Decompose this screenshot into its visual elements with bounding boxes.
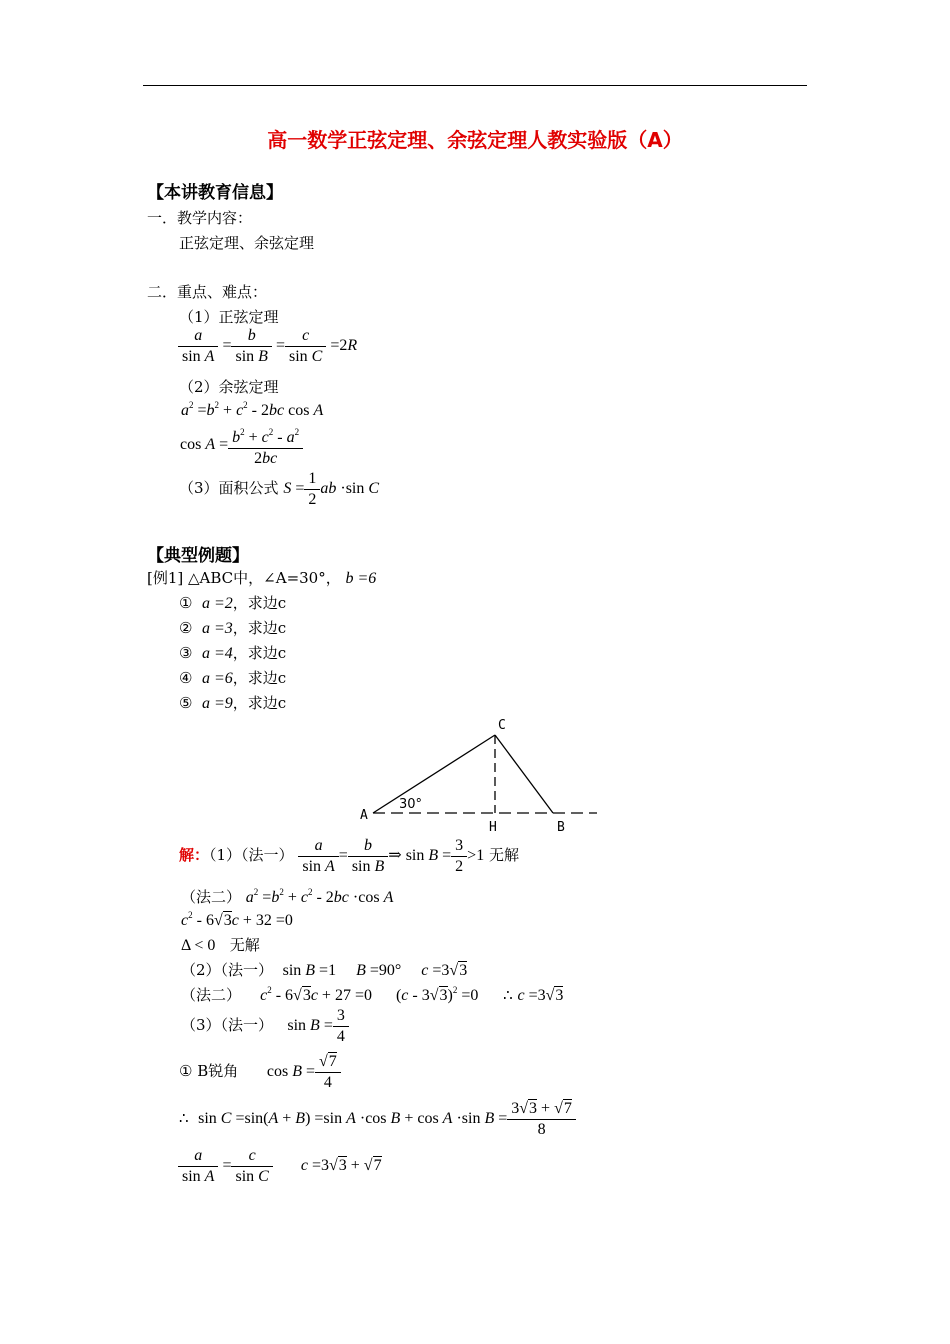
page-title: 高一数学正弦定理、余弦定理人教实验版（A） [267,128,683,152]
section-info-heading: 【本讲教育信息】 [147,183,283,203]
case-number: ④ [179,669,193,687]
case-item [179,667,286,688]
case-number: ⑤ [179,694,193,712]
case-question: ，求边c [232,594,287,612]
key-heading: 二．重点、难点： [147,283,268,301]
area-formula-label: （3）面积公式 [179,479,279,498]
part1-label: （1）（法一） [209,846,294,865]
case-number: ① [179,594,193,612]
case-expr: a =6 [202,670,233,687]
no-solution-text-2: 无解 [229,936,260,954]
triangle-diagram [355,712,605,837]
case-item [179,692,286,713]
case-question: ，求边c [232,669,287,687]
case-item [179,642,286,663]
foot-h-label: H [489,820,497,835]
final-line: $\frac{a}{\text{sin A}}$ = $\frac{c}{\text{sin C}}$ c =3√3 + √7 [178,1146,382,1187]
solution-part3: （3）（法一） sin B = $\frac{3}{4}$ [181,1006,349,1047]
case-question: ，求边c [232,694,287,712]
part3-label: （3）（法一） [181,1016,274,1035]
case-item [179,617,286,638]
content-heading: 一．教学内容： [147,209,253,227]
vertex-b-label: B [557,820,565,835]
side-cb [495,735,553,813]
cosine-law-label: （2）余弦定理 [179,378,279,396]
part2-method2: （法二） $c^2 - 6√3c + 27 =0$ (c - 3√3)$^2$ =0 ∴ c =3√3 [181,985,564,1004]
case-number: ② [179,619,193,637]
method2-line: （法二） $a^2 =b^2 + c^2 - 2bc \cdot\cos$ A [181,887,394,906]
example-b-value: b =6 [345,570,377,587]
case-expr: a =2 [202,595,233,612]
solution-part1: 解：（1）（法一） $\frac{a}{\text{sin A}}$ = $\frac{b}{\text{sin B}}$ ⇒ sin B = $\frac{3}{2}$ >1 无解 [179,837,519,875]
delta-text: Δ < 0 [181,937,216,954]
case-question: ，求边c [232,644,287,662]
case-expr: a =9 [202,695,233,712]
method2-label: （法二） [181,888,242,906]
case-expr: a =4 [202,645,233,662]
angle-label: 30° [399,797,423,812]
acute-b-line: ① B锐角 cos B = $\frac{√7}{4}$ [179,1052,341,1093]
therefore-symbol: ∴ [503,986,513,1004]
cosine-a-formula: cos A = $\frac{b^2 + c^2 - a^2}{2bc}$ [180,422,303,469]
top-rule [143,85,807,86]
case-number: ③ [179,644,193,662]
case-item [179,592,286,613]
example-intro-text: [例1] △ABC中，∠A=30°， [147,569,341,587]
therefore-symbol-2: ∴ [179,1109,189,1128]
example-1-intro [147,567,376,588]
sin-c-line: ∴ sin C =sin(A + B) =sin A ·cos B + cos A ·sin B = $\frac{3√3 + √7}{8}$ [179,1099,576,1140]
no-solution-text: 无解 [488,846,519,865]
case-expr: a =3 [202,620,233,637]
quadratic-1: $c^2 - 6√3c + 32 =0$ [181,910,293,929]
vertex-a-label: A [360,808,368,823]
sine-law-label: （1）正弦定理 [179,308,279,326]
delta-line [181,934,260,955]
sine-law-formula: $\frac{a}{\text{sin A}}$ = $\frac{b}{\text{sin B}}$ = $\frac{c}{\text{sin C}}$ =2R [178,326,357,367]
method2-label-2: （法二） [181,986,242,1004]
vertex-c-label: C [498,718,506,733]
content-text: 正弦定理、余弦定理 [179,234,315,252]
solution-label: 解： [179,846,210,865]
cosine-law-formula: $a^2 =b^2 + c^2 - 2bc$ cos A [181,400,324,419]
side-ac [373,735,495,813]
area-formula: （3）面积公式 S = $\frac{1}{2}$ ab ·sin C [179,470,380,508]
acute-b-label: ① B锐角 [179,1062,239,1081]
solution-part2: （2）（法一） sin B =1 B =90° c =3√3 [181,961,468,979]
case-question: ，求边c [232,619,287,637]
examples-heading: 【典型例题】 [147,546,249,566]
part2-label: （2）（法一） [181,961,274,979]
